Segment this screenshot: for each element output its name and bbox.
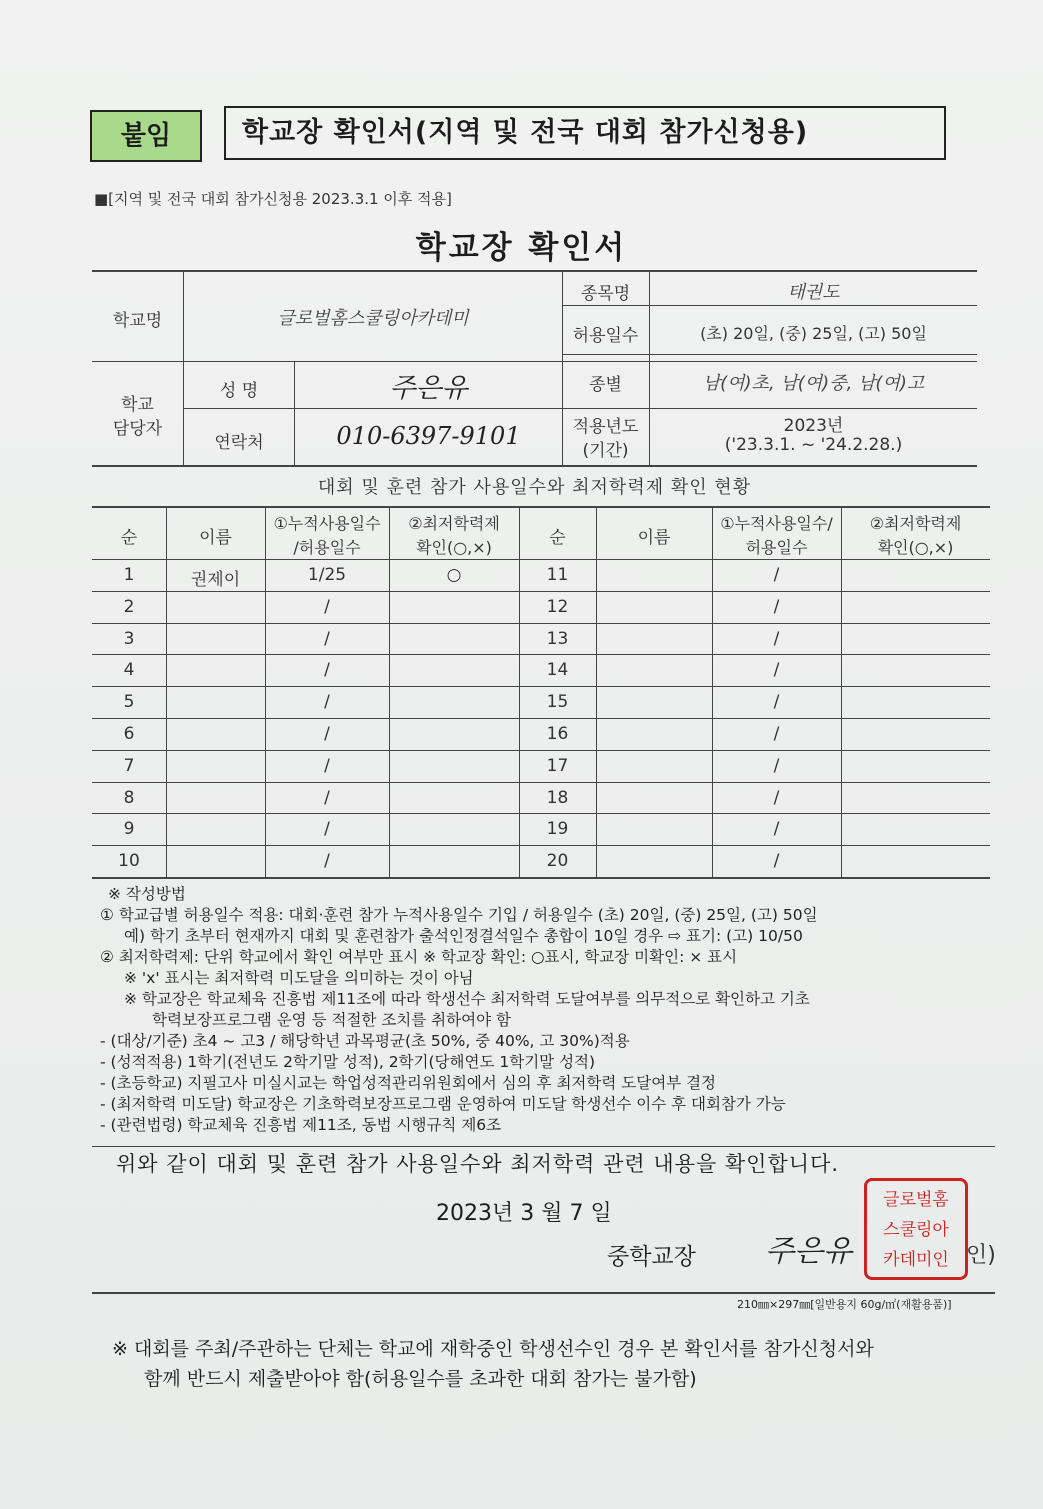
note-line: - (성적적용) 1학기(전년도 2학기말 성적), 2학기(당해연도 1학기말 성적) bbox=[100, 1053, 596, 1071]
table-cell-days: / bbox=[773, 724, 780, 744]
contact-value: 010-6397-9101 bbox=[336, 422, 521, 450]
table-cell-days: / bbox=[324, 692, 330, 712]
seal-line: 글로벌홈 bbox=[883, 1190, 949, 1210]
table-cell-no: 14 bbox=[546, 660, 569, 680]
note-line: ※ 'x' 표시는 최저학력 미도달을 의미하는 것이 아님 bbox=[124, 969, 474, 987]
manager-signature: 주은유 bbox=[389, 373, 468, 404]
column-header: 허용일수 bbox=[745, 538, 808, 557]
table-cell-no: 9 bbox=[123, 819, 135, 839]
table-cell-days: / bbox=[773, 692, 780, 712]
table-cell-days: / bbox=[773, 629, 780, 649]
table-cell-days: / bbox=[324, 756, 330, 776]
confirmation-statement: 위와 같이 대회 및 훈련 참가 사용일수와 최저학력 관련 내용을 확인합니다. bbox=[116, 1152, 840, 1176]
note-line: 예) 학기 초부터 현재까지 대회 및 훈련참가 출석인정결석일수 총합이 10일 경우 ⇨ 표기: (고) 10/50 bbox=[124, 927, 803, 945]
note-line: ① 학교급별 허용일수 적용: 대회·훈련 참가 누적사용일수 기입 / 허용일수 (초) 20일, (중) 25일, (고) 50일 bbox=[100, 906, 818, 924]
table-cell-no: 16 bbox=[546, 724, 569, 744]
table-rule bbox=[166, 506, 167, 877]
manager-label-2: 담당자 bbox=[112, 419, 163, 439]
column-header: 확인(○,×) bbox=[416, 538, 492, 557]
table-rule bbox=[92, 686, 990, 687]
contact-label: 연락처 bbox=[214, 433, 264, 453]
principal-title: 중학교장 bbox=[607, 1244, 696, 1270]
table-rule bbox=[92, 782, 990, 783]
column-header: 순 bbox=[549, 528, 566, 548]
table-cell-no: 7 bbox=[123, 756, 135, 776]
table-cell-no: 1 bbox=[123, 565, 135, 585]
days-label: 허용일수 bbox=[572, 326, 639, 346]
table-cell-no: 10 bbox=[118, 851, 140, 871]
table-cell-name: 권제이 bbox=[190, 570, 241, 590]
table-rule bbox=[92, 559, 990, 560]
year-label-2: (기간) bbox=[582, 441, 629, 461]
year-period: ('23.3.1. ~ '24.2.28.) bbox=[724, 435, 903, 455]
table-cell-days: / bbox=[773, 660, 780, 680]
table-cell-no: 3 bbox=[123, 629, 135, 649]
table-rule bbox=[596, 506, 597, 877]
confirmation-date: 2023년 3 월 7 일 bbox=[436, 1201, 612, 1226]
gender-label: 종별 bbox=[589, 375, 622, 395]
table-cell-days: / bbox=[773, 819, 780, 839]
table-cell-days: / bbox=[324, 851, 330, 871]
table-cell-days: / bbox=[773, 851, 780, 871]
applicability-note: ■[지역 및 전국 대회 참가신청용 2023.3.1 이후 적용] bbox=[94, 190, 452, 208]
table-cell-no: 4 bbox=[123, 660, 135, 680]
table-cell-no: 13 bbox=[546, 629, 569, 649]
table-cell-no: 6 bbox=[123, 724, 135, 744]
table-cell-no: 5 bbox=[123, 692, 135, 712]
gender-value: 남(여)초, 남(여)중, 남(여)고 bbox=[702, 373, 925, 394]
table-rule bbox=[92, 877, 990, 879]
table-rule bbox=[92, 654, 990, 655]
name-label: 성 명 bbox=[219, 381, 259, 401]
school-label: 학교명 bbox=[112, 311, 163, 331]
footer-line: 함께 반드시 제출받아야 함(허용일수를 초과한 대회 참가는 불가함) bbox=[144, 1368, 697, 1390]
year-label-1: 적용년도 bbox=[572, 417, 639, 437]
column-header: 확인(○,×) bbox=[877, 538, 954, 557]
table-rule bbox=[92, 591, 990, 592]
submission-notice bbox=[112, 1334, 874, 1394]
column-header: 순 bbox=[120, 528, 138, 548]
paper-spec: 210㎜×297㎜[일반용지 60g/㎡(재활용품)] bbox=[737, 1298, 952, 1311]
seal-line: 카데미인 bbox=[883, 1250, 949, 1270]
principal-signature: 주은유 bbox=[765, 1234, 852, 1269]
table-rule bbox=[92, 750, 990, 751]
note-line: ※ 학교장은 학교체육 진흥법 제11조에 따라 학생선수 최저학력 도달여부를 의무적으로 확인하고 기초 bbox=[124, 990, 810, 1008]
note-line: ② 최저학력제: 단위 학교에서 확인 여부만 표시 ※ 학교장 확인: ○표시, 학교장 미확인: × 표시 bbox=[100, 948, 738, 966]
days-value: (초) 20일, (중) 25일, (고) 50일 bbox=[700, 324, 927, 343]
document-header-title: 학교장 확인서(지역 및 전국 대회 참가신청용) bbox=[224, 106, 946, 160]
table-rule bbox=[92, 845, 990, 846]
table-cell-days: / bbox=[773, 756, 780, 776]
table-cell-days: / bbox=[773, 597, 780, 617]
footer-line: ※ 대회를 주최/주관하는 단체는 학교에 재학중인 학생선수인 경우 본 확인서를 참가신청서와 bbox=[112, 1338, 874, 1360]
section-title: 대회 및 훈련 참가 사용일수와 최저학력제 확인 현황 bbox=[317, 477, 752, 498]
table-cell-days: / bbox=[773, 565, 780, 585]
column-header: ①누적사용일수/ bbox=[720, 514, 833, 533]
note-line: - (대상/기준) 초4 ~ 고3 / 해당학년 과목평균(초 50%, 중 40%, 고 30%)적용 bbox=[100, 1032, 630, 1050]
table-cell-no: 12 bbox=[546, 597, 569, 617]
page-title: 학교장 확인서 bbox=[415, 230, 628, 266]
attachment-tag: 붙임 bbox=[90, 110, 202, 162]
table-cell-no: 8 bbox=[123, 788, 135, 808]
table-cell-days: / bbox=[324, 819, 330, 839]
table-cell-no: 20 bbox=[546, 851, 569, 871]
school-seal bbox=[864, 1178, 968, 1280]
table-cell-days: / bbox=[324, 660, 330, 680]
table-cell-days: / bbox=[324, 597, 330, 617]
seal-line: 스쿨링아 bbox=[883, 1220, 949, 1240]
school-name: 글로벌홈스쿨링아카데미 bbox=[277, 308, 469, 329]
table-cell-days: / bbox=[324, 788, 330, 808]
note-line: - (최저학력 미도달) 학교장은 기초학력보장프로그램 운영하여 미도달 학생선수 이수 후 대회참가 가능 bbox=[100, 1095, 786, 1113]
note-line: 학력보장프로그램 운영 등 적절한 조치를 취하여야 함 bbox=[152, 1011, 511, 1029]
table-rule bbox=[841, 506, 842, 877]
table-rule bbox=[92, 813, 990, 814]
note-line: - (초등학교) 지필고사 미실시교는 학업성적관리위원회에서 심의 후 최저학력 도달여부 결정 bbox=[100, 1074, 717, 1092]
seal-suffix: 인) bbox=[966, 1243, 996, 1268]
note-line: ※ 작성방법 bbox=[108, 885, 186, 903]
column-header: 이름 bbox=[199, 528, 232, 548]
column-header: ②최저학력제 bbox=[408, 514, 500, 533]
sport-label: 종목명 bbox=[580, 284, 631, 304]
sport-value: 태권도 bbox=[787, 282, 840, 303]
table-cell-days: 1/25 bbox=[307, 565, 347, 585]
table-cell-no: 17 bbox=[546, 756, 569, 776]
table-rule bbox=[92, 623, 990, 624]
table-cell-no: 11 bbox=[546, 565, 569, 585]
table-cell-no: 19 bbox=[546, 819, 569, 839]
column-header: ②최저학력제 bbox=[869, 514, 962, 533]
table-cell-no: 2 bbox=[123, 597, 135, 617]
column-header: /허용일수 bbox=[293, 538, 361, 557]
column-header: 이름 bbox=[637, 528, 671, 548]
table-rule bbox=[92, 506, 990, 508]
year-value: 2023년 bbox=[783, 416, 844, 436]
note-line: - (관련법령) 학교체육 진흥법 제11조, 동법 시행규칙 제6조 bbox=[100, 1116, 502, 1134]
manager-label-1: 학교 bbox=[121, 395, 154, 415]
table-cell-no: 18 bbox=[546, 788, 569, 808]
table-rule bbox=[389, 506, 390, 877]
table-cell-no: 15 bbox=[546, 692, 569, 712]
table-cell-days: / bbox=[324, 629, 330, 649]
table-cell-confirm: ○ bbox=[446, 565, 462, 585]
table-cell-days: / bbox=[773, 788, 780, 808]
table-cell-days: / bbox=[324, 724, 330, 744]
table-rule bbox=[92, 718, 990, 719]
column-header: ①누적사용일수 bbox=[273, 514, 381, 533]
writing-instructions bbox=[100, 884, 1000, 1136]
